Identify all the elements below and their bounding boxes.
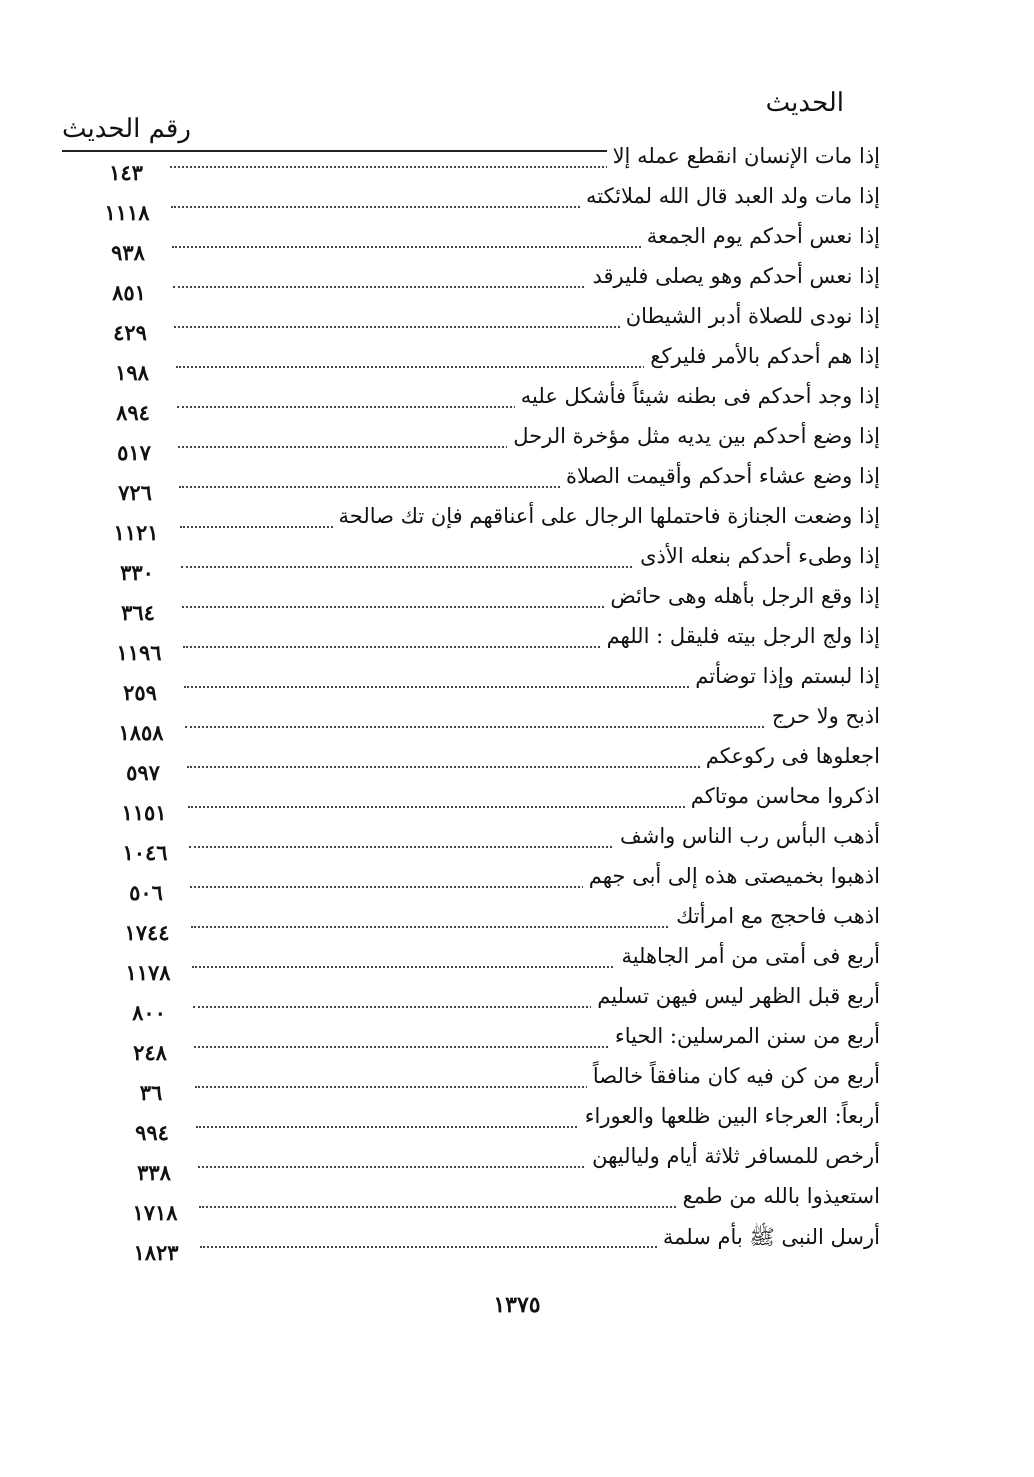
- hadith-number: ١١٢١: [113, 520, 159, 545]
- hadith-number: ٣٣٨: [137, 1160, 171, 1185]
- hadith-number: ٨٥١: [112, 280, 146, 305]
- index-entry: [91, 180, 880, 225]
- hadith-text: إذا مات الإنسان انقطع عمله إلا: [607, 144, 880, 168]
- hadith-text: إذا نعس أحدكم وهو يصلى فليرقد: [586, 264, 880, 288]
- hadith-text: إذا وطىء أحدكم بنعله الأذى: [634, 544, 880, 568]
- index-entry: [105, 700, 880, 745]
- hadith-number: ٢٥٩: [123, 680, 157, 705]
- index-entry: [90, 140, 880, 185]
- index-entry: [97, 380, 880, 425]
- hadith-number: ٨٩٤: [116, 400, 150, 425]
- hadith-text: أربع فى أمتى من أمر الجاهلية: [615, 944, 880, 968]
- index-entry: [100, 500, 880, 545]
- hadith-number: ٥٩٧: [126, 760, 160, 785]
- hadith-number: ١٨٢٣: [133, 1240, 179, 1265]
- index-entry: [96, 340, 880, 385]
- hadith-number: ٣٦٤: [121, 600, 155, 625]
- hadith-text: إذا وضع عشاء أحدكم وأقيمت الصلاة: [560, 464, 880, 488]
- index-entry: [120, 1220, 880, 1265]
- hadith-number: ١٨٥٨: [118, 720, 164, 745]
- hadith-number: ١٧١٨: [132, 1200, 178, 1225]
- index-entry: [110, 860, 880, 905]
- hadith-number: ٨٠٠: [132, 1000, 166, 1025]
- index-entry: [115, 1060, 880, 1105]
- hadith-text: اذهب فاحجج مع امرأتك: [670, 904, 880, 928]
- hadith-index-list: [90, 140, 880, 1265]
- index-entry: [113, 980, 880, 1025]
- hadith-text: أرسل النبى ﷺ بأم سلمة: [657, 1224, 880, 1255]
- index-entry: [112, 940, 880, 985]
- hadith-text: استعيذوا بالله من طمع: [677, 1184, 880, 1208]
- hadith-text: أربع قبل الظهر ليس فيهن تسليم: [591, 984, 880, 1008]
- hadith-text: أربعاً: العرجاء البين ظلعها والعوراء: [579, 1104, 880, 1128]
- hadith-text: إذا نعس أحدكم يوم الجمعة: [641, 224, 880, 248]
- index-entry: [93, 260, 880, 305]
- hadith-number: ١٤٣: [109, 160, 143, 185]
- hadith-number: ١٧٤٤: [124, 920, 170, 945]
- hadith-text: اجعلوها فى ركوعكم: [700, 744, 880, 768]
- hadith-text: إذا ولج الرجل بيته فليقل : اللهم: [601, 624, 880, 648]
- index-entry: [111, 900, 880, 945]
- index-entry: [114, 1020, 880, 1065]
- hadith-number: ٧٢٦: [118, 480, 152, 505]
- hadith-number: ١٩٨: [115, 360, 149, 385]
- index-entry: [107, 740, 880, 785]
- page-number: ١٣٧٥: [493, 1292, 541, 1318]
- hadith-number: ١٠٤٦: [122, 840, 168, 865]
- hadith-number: ٢٤٨: [133, 1040, 167, 1065]
- index-entry: [102, 580, 880, 625]
- hadith-number-column-label: رقم الحديث: [62, 114, 191, 144]
- index-entry: [116, 1100, 880, 1145]
- hadith-text: إذا وضعت الجنازة فاحتملها الرجال على أعناقهم فإن تك صالحة: [333, 504, 881, 528]
- hadith-text: إذا هم أحدكم بالأمر فليركع: [644, 344, 880, 368]
- hadith-number: ٥١٧: [117, 440, 151, 465]
- index-entry: [99, 460, 880, 505]
- hadith-number: ١١٧٨: [125, 960, 171, 985]
- hadith-number: ١١٥١: [121, 800, 167, 825]
- hadith-number: ٣٣٠: [120, 560, 154, 585]
- hadith-text: اذكروا محاسن موتاكم: [685, 784, 880, 808]
- hadith-text: إذا مات ولد العبد قال الله لملائكته: [580, 184, 880, 208]
- hadith-number: ٩٣٨: [111, 240, 145, 265]
- hadith-text: أرخص للمسافر ثلاثة أيام ولياليهن: [586, 1144, 880, 1168]
- index-entry: [108, 780, 880, 825]
- hadith-text: أربع من كن فيه كان منافقاً خالصاً: [587, 1064, 880, 1088]
- hadith-number: ٩٩٤: [135, 1120, 169, 1145]
- hadith-text: أذهب البأس رب الناس واشف: [614, 824, 880, 848]
- hadith-text: إذا وقع الرجل بأهله وهى حائض: [604, 584, 880, 608]
- index-entry: [98, 420, 880, 465]
- hadith-text: إذا وجد أحدكم فى بطنه شيئاً فأشكل عليه: [515, 384, 880, 408]
- hadith-text: إذا وضع أحدكم بين يديه مثل مؤخرة الرحل: [507, 424, 880, 448]
- hadith-number: ١١٩٦: [116, 640, 162, 665]
- hadith-column-label: الحديث: [765, 88, 844, 118]
- index-entry: [104, 660, 880, 705]
- hadith-text: إذا نودى للصلاة أدبر الشيطان: [620, 304, 880, 328]
- index-entry: [101, 540, 880, 585]
- index-entry: [103, 620, 880, 665]
- index-entry: [109, 820, 880, 865]
- hadith-text: اذبح ولا حرج: [766, 704, 880, 728]
- index-entry: [119, 1180, 880, 1225]
- hadith-number: ٥٠٦: [129, 880, 163, 905]
- hadith-number: ١١١٨: [104, 200, 150, 225]
- hadith-text: اذهبوا بخميصتى هذه إلى أبى جهم: [583, 864, 880, 888]
- index-entry: [118, 1140, 880, 1185]
- hadith-text: أربع من سنن المرسلين: الحياء: [609, 1024, 880, 1048]
- hadith-text: إذا لبستم وإذا توضأتم: [689, 664, 880, 688]
- hadith-number: ٣٦: [139, 1080, 163, 1105]
- index-entry: [92, 220, 880, 265]
- hadith-number: ٤٢٩: [113, 320, 147, 345]
- index-entry: [94, 300, 880, 345]
